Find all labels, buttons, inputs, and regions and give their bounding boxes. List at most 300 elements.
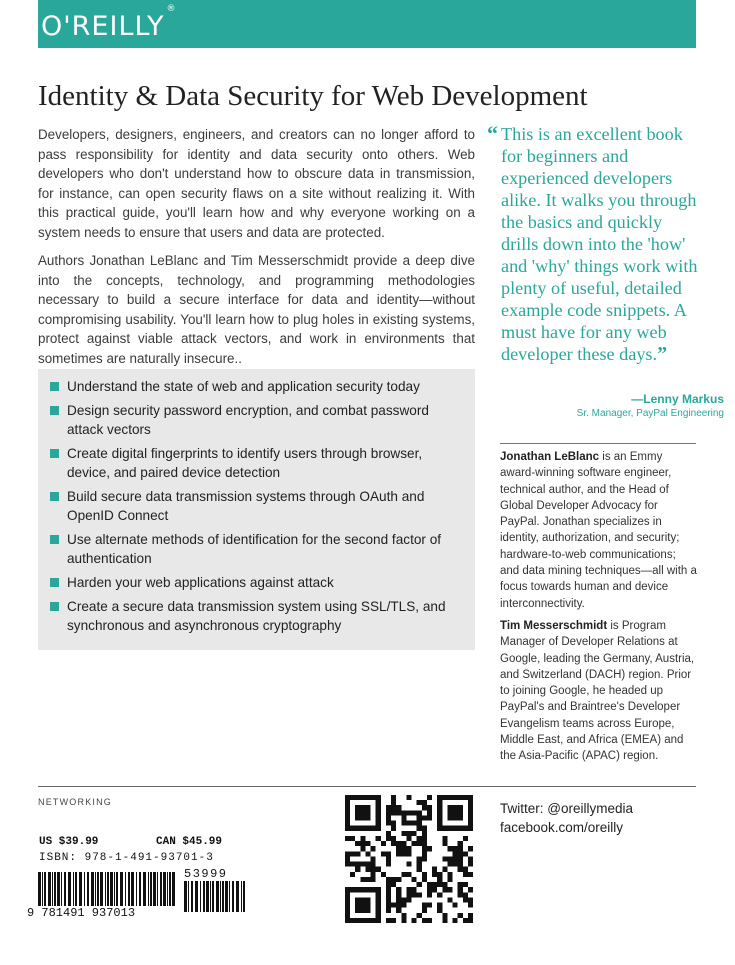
qr-module: [468, 903, 473, 908]
qr-module: [442, 913, 447, 918]
qr-module: [417, 841, 422, 846]
logo-text: O'REILLY: [41, 11, 165, 42]
qr-module: [386, 877, 391, 882]
qr-module: [447, 815, 452, 820]
qr-module: [406, 810, 411, 815]
qr-module: [417, 856, 422, 861]
qr-module: [386, 815, 391, 820]
qr-module: [417, 882, 422, 887]
qr-module: [401, 815, 406, 820]
feature-text: Create digital fingerprints to identify users through browser, device, and paired device detection: [67, 446, 423, 480]
qr-module: [355, 908, 360, 913]
qr-module: [350, 862, 355, 867]
barcode-bar: [87, 872, 89, 906]
qr-module: [360, 862, 365, 867]
barcode-bar: [188, 881, 189, 912]
qr-module: [412, 831, 417, 836]
square-bullet-icon: [50, 535, 59, 544]
barcode-bar: [212, 881, 214, 912]
qr-module: [376, 892, 381, 897]
barcode-bar: [84, 872, 85, 906]
qr-module: [401, 872, 406, 877]
qr-module: [376, 836, 381, 841]
qr-module: [355, 810, 360, 815]
qr-module: [442, 887, 447, 892]
barcode-bar: [163, 872, 166, 906]
qr-module: [401, 821, 406, 826]
social-links: [500, 799, 633, 837]
qr-module: [345, 913, 350, 918]
qr-module: [360, 846, 365, 851]
qr-module: [401, 831, 406, 836]
qr-module: [360, 897, 365, 902]
qr-module: [386, 810, 391, 815]
qr-module: [453, 815, 458, 820]
qr-module: [371, 887, 376, 892]
qr-module: [345, 836, 350, 841]
barcode-bar: [107, 872, 109, 906]
qr-module: [360, 908, 365, 913]
qr-module: [437, 805, 442, 810]
qr-module: [437, 908, 442, 913]
qr-module: [345, 800, 350, 805]
qr-module: [345, 897, 350, 902]
qr-module: [396, 877, 401, 882]
qr-module: [381, 872, 386, 877]
feature-item: [50, 401, 465, 439]
qr-module: [391, 882, 396, 887]
qr-module: [401, 918, 406, 923]
barcode-bar: [75, 872, 77, 906]
qr-module: [345, 805, 350, 810]
qr-module: [365, 826, 370, 831]
qr-module: [417, 836, 422, 841]
qr-module: [437, 872, 442, 877]
barcode-bar: [131, 872, 134, 906]
qr-module: [422, 903, 427, 908]
qr-module: [458, 882, 463, 887]
qr-module: [447, 872, 452, 877]
qr-module: [365, 862, 370, 867]
qr-module: [365, 815, 370, 820]
quote-body: [487, 123, 702, 365]
qr-module: [437, 810, 442, 815]
qr-module: [453, 810, 458, 815]
qr-module: [463, 851, 468, 856]
qr-module: [442, 856, 447, 861]
qr-module: [350, 851, 355, 856]
qr-module: [401, 851, 406, 856]
qr-module: [453, 826, 458, 831]
barcode-digits: 9 781491 937013: [27, 906, 136, 918]
qr-module: [401, 841, 406, 846]
qr-module: [468, 862, 473, 867]
isbn: ISBN: 978-1-491-93701-3: [39, 852, 214, 864]
qr-module: [376, 913, 381, 918]
qr-module: [386, 887, 391, 892]
qr-module: [386, 882, 391, 887]
qr-module: [427, 815, 432, 820]
qr-module: [376, 810, 381, 815]
qr-module: [391, 918, 396, 923]
barcode-bar: [116, 872, 118, 906]
barcode-bar: [172, 872, 175, 906]
qr-module: [355, 903, 360, 908]
qr-module: [463, 882, 468, 887]
qr-module: [350, 918, 355, 923]
barcode-bar: [48, 872, 51, 906]
qr-module: [345, 810, 350, 815]
qr-module: [391, 821, 396, 826]
qr-module: [360, 810, 365, 815]
quote-author: —Lenny Markus: [631, 392, 724, 406]
qr-module: [458, 846, 463, 851]
qr-module: [365, 851, 370, 856]
qr-module: [447, 846, 452, 851]
barcode-bar: [229, 881, 230, 912]
barcode-bar: [128, 872, 130, 906]
qr-module: [463, 918, 468, 923]
qr-module: [417, 810, 422, 815]
barcode-bar: [91, 872, 94, 906]
qr-module: [447, 826, 452, 831]
qr-module: [365, 810, 370, 815]
qr-module: [453, 918, 458, 923]
square-bullet-icon: [50, 449, 59, 458]
qr-module: [381, 851, 386, 856]
author-bio: [500, 618, 698, 765]
feature-text: Create a secure data transmission system using SSL/TLS, and synchronous and asynchronous cryptography: [67, 599, 446, 633]
qr-module: [437, 826, 442, 831]
qr-module: [468, 846, 473, 851]
qr-module: [376, 821, 381, 826]
qr-module: [458, 810, 463, 815]
qr-module: [422, 856, 427, 861]
barcode-bar: [153, 872, 156, 906]
qr-module: [412, 918, 417, 923]
qr-module: [422, 918, 427, 923]
qr-module: [422, 815, 427, 820]
qr-module: [468, 815, 473, 820]
qr-module: [345, 892, 350, 897]
qr-module: [386, 897, 391, 902]
barcode-bar: [79, 872, 82, 906]
barcode-bar: [44, 872, 46, 906]
registered-mark: ®: [166, 4, 176, 14]
qr-module: [432, 867, 437, 872]
qr-module: [468, 805, 473, 810]
qr-module: [365, 887, 370, 892]
qr-module: [432, 872, 437, 877]
square-bullet-icon: [50, 578, 59, 587]
qr-module: [417, 815, 422, 820]
qr-module: [458, 867, 463, 872]
qr-module: [422, 831, 427, 836]
qr-module: [417, 862, 422, 867]
qr-module: [376, 887, 381, 892]
qr-module: [453, 903, 458, 908]
feature-text: Use alternate methods of identification for the second factor of authentication: [67, 532, 442, 566]
qr-module: [417, 821, 422, 826]
barcode-bar: [210, 881, 211, 912]
qr-module: [406, 887, 411, 892]
qr-module: [412, 887, 417, 892]
qr-module: [365, 877, 370, 882]
qr-module: [442, 841, 447, 846]
feature-list-box: [38, 369, 475, 650]
barcode-bar: [73, 872, 74, 906]
qr-module: [427, 918, 432, 923]
qr-module: [468, 887, 473, 892]
barcode-bar: [203, 881, 205, 912]
qr-module: [360, 877, 365, 882]
qr-module: [345, 903, 350, 908]
qr-module: [427, 810, 432, 815]
qr-module: [391, 836, 396, 841]
barcode-bar: [236, 881, 239, 912]
qr-module: [417, 892, 422, 897]
qr-module: [391, 810, 396, 815]
qr-module: [453, 795, 458, 800]
twitter-link[interactable]: Twitter: @oreillymedia: [500, 801, 633, 816]
qr-module: [386, 903, 391, 908]
qr-module: [350, 836, 355, 841]
barcode-bar: [136, 872, 137, 906]
qr-module: [468, 795, 473, 800]
qr-module: [365, 908, 370, 913]
qr-module: [422, 800, 427, 805]
barcode-bar: [150, 872, 152, 906]
qr-module: [345, 851, 350, 856]
qr-module: [376, 908, 381, 913]
qr-module: [360, 887, 365, 892]
qr-module: [422, 841, 427, 846]
square-bullet-icon: [50, 492, 59, 501]
qr-code[interactable]: [345, 795, 473, 923]
qr-module: [447, 795, 452, 800]
barcode-bar: [216, 881, 219, 912]
qr-module: [463, 897, 468, 902]
qr-module: [371, 846, 376, 851]
qr-module: [463, 872, 468, 877]
qr-module: [345, 862, 350, 867]
square-bullet-icon: [50, 602, 59, 611]
qr-module: [437, 877, 442, 882]
barcode-bar: [243, 881, 245, 912]
qr-module: [453, 862, 458, 867]
qr-module: [412, 877, 417, 882]
qr-module: [355, 826, 360, 831]
qr-module: [437, 882, 442, 887]
price-us: US $39.99: [39, 836, 99, 848]
qr-module: [396, 851, 401, 856]
barcode-bar: [148, 872, 149, 906]
qr-module: [468, 913, 473, 918]
book-description: [38, 125, 475, 377]
barcode-bar: [57, 872, 60, 906]
qr-module: [458, 887, 463, 892]
qr-module: [437, 800, 442, 805]
qr-module: [360, 795, 365, 800]
qr-module: [365, 903, 370, 908]
qr-module: [447, 856, 452, 861]
barcode-bar: [114, 872, 115, 906]
qr-module: [468, 821, 473, 826]
author-bios: [500, 449, 698, 771]
qr-module: [371, 856, 376, 861]
qr-module: [442, 867, 447, 872]
qr-module: [463, 892, 468, 897]
qr-module: [442, 836, 447, 841]
qr-module: [345, 908, 350, 913]
qr-module: [401, 846, 406, 851]
qr-module: [401, 903, 406, 908]
qr-module: [396, 903, 401, 908]
close-quote-icon: ”: [657, 343, 668, 365]
qr-module: [417, 867, 422, 872]
qr-module: [396, 897, 401, 902]
qr-module: [360, 815, 365, 820]
oreilly-logo[interactable]: [41, 4, 176, 43]
facebook-link[interactable]: facebook.com/oreilly: [500, 820, 624, 835]
qr-module: [437, 815, 442, 820]
qr-module: [417, 826, 422, 831]
open-quote-icon: “: [487, 121, 498, 146]
qr-module: [376, 805, 381, 810]
qr-module: [391, 795, 396, 800]
qr-module: [447, 897, 452, 902]
barcode-bar: [110, 872, 113, 906]
barcode-bar: [222, 881, 224, 912]
feature-list: [50, 377, 465, 635]
qr-module: [386, 862, 391, 867]
feature-text: Design security password encryption, and combat password attack vectors: [67, 403, 429, 437]
barcode-bar: [52, 872, 53, 906]
qr-module: [371, 795, 376, 800]
qr-module: [453, 846, 458, 851]
qr-module: [371, 877, 376, 882]
qr-module: [406, 795, 411, 800]
quote-text: This is an excellent book for beginners and experienced developers alike. It walks you through the basics and quickly drills down into the 'how' and 'why' things work with plenty of useful, detailed example code snippets. A must have for any web developer these days.: [501, 124, 698, 364]
qr-module: [468, 826, 473, 831]
author-bio-text: is an Emmy award-winning software engineer, technical author, and the Head of Global Developer Advocacy for PayPal. Jonathan specializes in identity, authorization, and security; hardware-to-web communications; and data mining techniques—all with a focus towards human and device interconnectivity.: [500, 451, 697, 610]
footer-divider: [38, 786, 696, 787]
barcode-bar: [206, 881, 209, 912]
qr-module: [458, 826, 463, 831]
qr-module: [376, 903, 381, 908]
feature-text: Understand the state of web and application security today: [67, 379, 420, 394]
qr-module: [365, 841, 370, 846]
qr-module: [437, 821, 442, 826]
qr-module: [355, 851, 360, 856]
qr-module: [458, 805, 463, 810]
barcode-bar: [241, 881, 242, 912]
qr-module: [447, 887, 452, 892]
qr-module: [391, 841, 396, 846]
qr-module: [376, 800, 381, 805]
qr-module: [437, 795, 442, 800]
qr-module: [442, 882, 447, 887]
qr-module: [371, 872, 376, 877]
author-name: Tim Messerschmidt: [500, 619, 608, 632]
qr-module: [396, 908, 401, 913]
author-name: Jonathan LeBlanc: [500, 451, 600, 463]
qr-module: [355, 918, 360, 923]
qr-module: [386, 851, 391, 856]
feature-item: [50, 487, 465, 525]
qr-module: [355, 887, 360, 892]
barcode-bar: [232, 881, 234, 912]
qr-module: [468, 918, 473, 923]
qr-module: [447, 877, 452, 882]
qr-module: [355, 815, 360, 820]
barcode-bar: [95, 872, 96, 906]
qr-module: [345, 826, 350, 831]
feature-item: [50, 444, 465, 482]
qr-module: [427, 846, 432, 851]
barcode-bar: [200, 881, 201, 912]
qr-module: [417, 913, 422, 918]
square-bullet-icon: [50, 406, 59, 415]
qr-module: [406, 831, 411, 836]
qr-module: [401, 810, 406, 815]
qr-module: [360, 836, 365, 841]
barcode-bar: [139, 872, 141, 906]
isbn-barcode: [26, 866, 271, 918]
qr-module: [355, 897, 360, 902]
description-paragraph: Authors Jonathan LeBlanc and Tim Messerschmidt provide a deep dive into the concepts, technology, and programming methodologies necessary to build a secure interface for data and identity—without compromising usability. You'll learn how to plug holes in existing systems, protect against viable attack vectors, and work in environments that sometimes are naturally insecure..: [38, 253, 475, 366]
qr-module: [427, 892, 432, 897]
barcode-bar: [167, 872, 168, 906]
qr-module: [386, 805, 391, 810]
qr-module: [360, 903, 365, 908]
qr-module: [401, 897, 406, 902]
qr-module: [391, 903, 396, 908]
qr-module: [386, 892, 391, 897]
qr-module: [376, 867, 381, 872]
qr-module: [355, 795, 360, 800]
barcode-bar: [191, 881, 193, 912]
qr-module: [376, 826, 381, 831]
barcode-bar: [220, 881, 221, 912]
barcode-bars: [38, 872, 175, 906]
qr-module: [355, 841, 360, 846]
endorsement-quote: [487, 123, 702, 365]
feature-item: [50, 597, 465, 635]
qr-module: [386, 856, 391, 861]
qr-module: [396, 810, 401, 815]
barcode-bar: [125, 872, 126, 906]
barcode-bar: [100, 872, 103, 906]
qr-module: [422, 877, 427, 882]
qr-module: [458, 856, 463, 861]
barcode-bar: [42, 872, 43, 906]
qr-module: [386, 918, 391, 923]
barcode-bar: [97, 872, 99, 906]
qr-module: [360, 805, 365, 810]
qr-module: [355, 867, 360, 872]
qr-module: [458, 841, 463, 846]
barcode-bar: [120, 872, 123, 906]
qr-module: [396, 805, 401, 810]
qr-module: [345, 815, 350, 820]
qr-module: [386, 821, 391, 826]
barcode-bar: [54, 872, 56, 906]
qr-module: [371, 918, 376, 923]
qr-module: [406, 897, 411, 902]
qr-module: [350, 826, 355, 831]
qr-module: [453, 856, 458, 861]
